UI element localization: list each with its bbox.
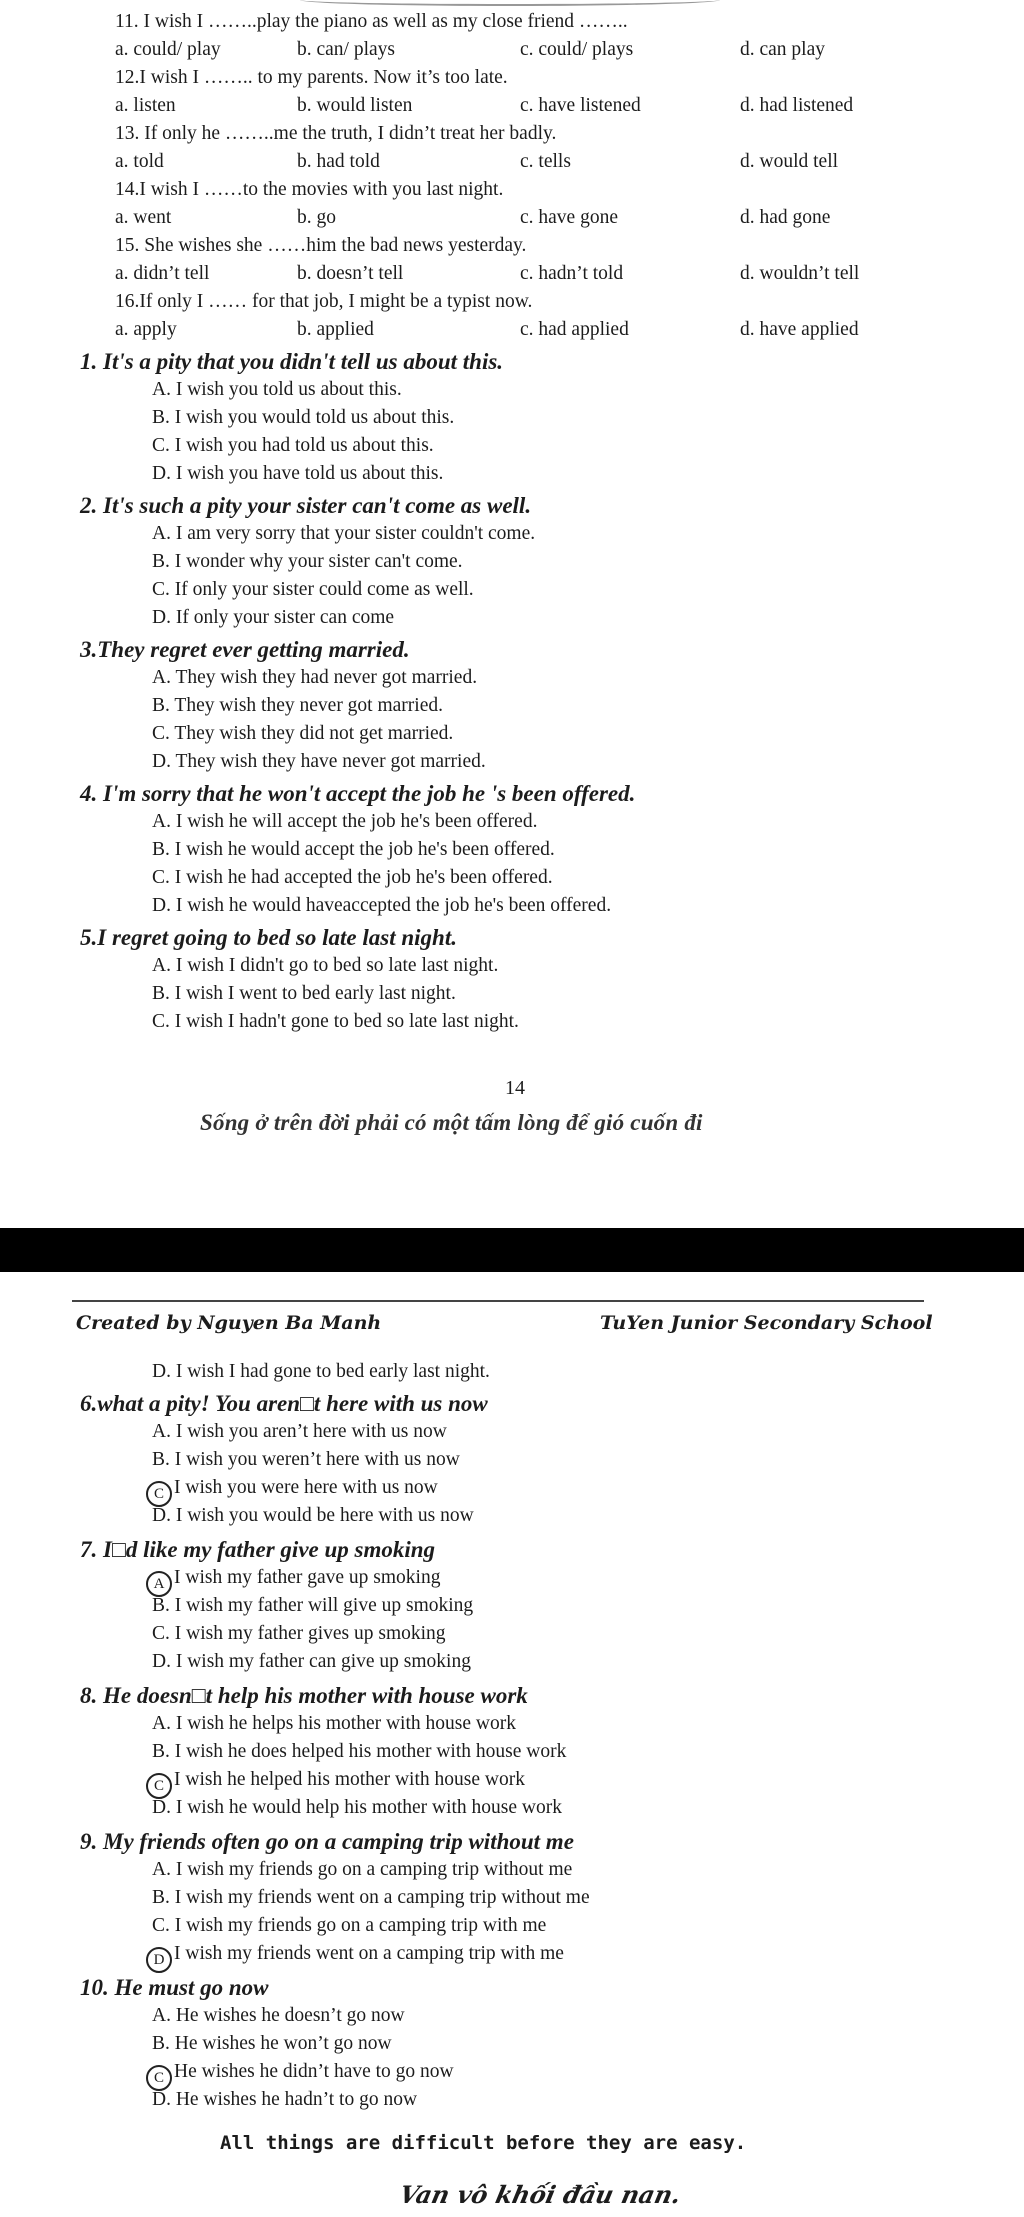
rewrite-option: C. I wish he had accepted the job he's been offered. (152, 867, 553, 888)
mcq-option-d: d. had gone (740, 207, 831, 228)
rewrite-question: 10. He must go now (80, 1975, 269, 2000)
mcq-option-d: d. have applied (740, 319, 859, 340)
rewrite-option: A. They wish they had never got married. (152, 667, 478, 688)
rewrite-option: B. I wish he does helped his mother with house work (152, 1741, 567, 1762)
rewrite-option-circled (152, 1942, 564, 1973)
rewrite-question: 8. He doesn□t help his mother with house work (80, 1683, 528, 1708)
rewrite-option: D. I wish you have told us about this. (152, 463, 444, 484)
rewrite-option: D. I wish you would be here with us now (152, 1505, 474, 1526)
mcq-question: 12.I wish I …….. to my parents. Now it’s too late. (115, 67, 508, 88)
page-motto: Sống ở trên đời phải có một tấm lòng để gió cuốn đi (200, 1110, 703, 1135)
option-text: I wish my father gave up smoking (174, 1567, 441, 1588)
rewrite-question: 6.what a pity! You aren□t here with us now (80, 1391, 488, 1416)
rewrite-option-circled (152, 2060, 454, 2091)
mcq-option-a: a. went (115, 207, 172, 228)
answer-circle-mark: D (146, 1947, 172, 1973)
mcq-option-c: c. could/ plays (520, 39, 634, 60)
rewrite-option: D. I wish my father can give up smoking (152, 1651, 471, 1672)
rewrite-option: C. I wish I hadn't gone to bed so late last night. (152, 1011, 519, 1032)
rewrite-question: 7. I□d like my father give up smoking (80, 1537, 436, 1562)
closing-quote: All things are difficult before they are easy. (220, 2132, 747, 2154)
rewrite-question: 4. I'm sorry that he won't accept the job he 's been offered. (80, 781, 636, 806)
rewrite-option: D. If only your sister can come (152, 607, 395, 628)
rewrite-option: C. I wish my friends go on a camping trip with me (152, 1915, 547, 1936)
mcq-option-a: a. could/ play (115, 39, 221, 60)
rewrite-question: 2. It's such a pity your sister can't come as well. (80, 493, 532, 518)
rewrite-option: A. He wishes he doesn’t go now (152, 2005, 405, 2026)
mcq-option-b: b. can/ plays (297, 39, 396, 60)
mcq-option-b: b. would listen (297, 95, 413, 116)
mcq-question: 15. She wishes she ……him the bad news yesterday. (115, 235, 527, 256)
mcq-option-c: c. have gone (520, 207, 618, 228)
mcq-option-a: a. told (115, 151, 164, 172)
rewrite-option: A. I am very sorry that your sister couldn't come. (152, 523, 536, 544)
rewrite-option: B. They wish they never got married. (152, 695, 443, 716)
mcq-question: 13. If only he ……..me the truth, I didn’t treat her badly. (115, 123, 557, 144)
page-number: 14 (505, 1077, 525, 1099)
answer-circle-mark: C (146, 1481, 172, 1507)
rewrite-option: D. I wish he would haveaccepted the job he's been offered. (152, 895, 612, 916)
mcq-question: 16.If only I …… for that job, I might be a typist now. (115, 291, 533, 312)
option-text: I wish my friends went on a camping trip with me (174, 1943, 564, 1964)
rewrite-option: C. I wish my father gives up smoking (152, 1623, 446, 1644)
mcq-option-b: b. doesn’t tell (297, 263, 404, 284)
rewrite-option: A. I wish he helps his mother with house work (152, 1713, 516, 1734)
rewrite-option: B. I wish you weren’t here with us now (152, 1449, 460, 1470)
rewrite-option: A. I wish you aren’t here with us now (152, 1421, 447, 1442)
mcq-option-c: c. have listened (520, 95, 641, 116)
rewrite-option: A. I wish he will accept the job he's been offered. (152, 811, 538, 832)
rewrite-option: B. I wonder why your sister can't come. (152, 551, 463, 572)
rewrite-option: C. They wish they did not get married. (152, 723, 454, 744)
mcq-option-d: d. wouldn’t tell (740, 263, 860, 284)
mcq-option-b: b. go (297, 207, 336, 228)
page-bottom (0, 1272, 1024, 2217)
rewrite-option: B. I wish my father will give up smoking (152, 1595, 474, 1616)
option-text: I wish you were here with us now (174, 1477, 438, 1498)
mcq-option-a: a. apply (115, 319, 177, 340)
rewrite-option: C. If only your sister could come as well. (152, 579, 474, 600)
answer-circle-mark: A (146, 1571, 172, 1597)
rewrite-option: B. He wishes he won’t go now (152, 2033, 392, 2054)
rewrite-option: B. I wish you would told us about this. (152, 407, 455, 428)
rewrite-option: B. I wish I went to bed early last night. (152, 983, 456, 1004)
rewrite-option: B. I wish my friends went on a camping trip without me (152, 1887, 590, 1908)
rewrite-option: B. I wish he would accept the job he's been offered. (152, 839, 555, 860)
rewrite-option-circled (152, 1768, 525, 1799)
carry-over-option: D. I wish I had gone to bed early last night. (152, 1361, 490, 1382)
rewrite-option: A. I wish you told us about this. (152, 379, 402, 400)
option-text: He wishes he didn’t have to go now (174, 2061, 454, 2082)
rewrite-option: A. I wish I didn't go to bed so late last night. (152, 955, 499, 976)
answer-circle-mark: C (146, 2065, 172, 2091)
option-text: I wish he helped his mother with house work (174, 1769, 525, 1790)
mcq-question: 14.I wish I ……to the movies with you last night. (115, 179, 504, 200)
header-school: TuYen Junior Secondary School (600, 1312, 933, 1334)
rewrite-question: 3.They regret ever getting married. (80, 637, 410, 662)
answer-circle-mark: C (146, 1773, 172, 1799)
mcq-question: 11. I wish I ……..play the piano as well as my close friend …….. (115, 11, 628, 32)
cut-off-line (300, 0, 720, 6)
mcq-option-c: c. tells (520, 151, 571, 172)
mcq-option-c: c. hadn’t told (520, 263, 624, 284)
rewrite-option-circled (152, 1476, 438, 1507)
rewrite-question: 5.I regret going to bed so late last night. (80, 925, 457, 950)
mcq-option-d: d. can play (740, 39, 826, 60)
mcq-option-c: c. had applied (520, 319, 629, 340)
rewrite-option: D. He wishes he hadn’t to go now (152, 2089, 418, 2110)
mcq-option-d: d. had listened (740, 95, 854, 116)
mcq-option-d: d. would tell (740, 151, 839, 172)
mcq-option-a: a. listen (115, 95, 176, 116)
rewrite-option: C. I wish you had told us about this. (152, 435, 434, 456)
handwritten-signature: Van vô khối đầu nan. (396, 2180, 684, 2209)
page-separator-band (0, 1228, 1024, 1272)
rewrite-option: D. They wish they have never got married. (152, 751, 486, 772)
header-rule (72, 1300, 924, 1302)
rewrite-option: D. I wish he would help his mother with house work (152, 1797, 562, 1818)
mcq-option-a: a. didn’t tell (115, 263, 210, 284)
rewrite-option: A. I wish my friends go on a camping trip without me (152, 1859, 573, 1880)
rewrite-question: 1. It's a pity that you didn't tell us about this. (80, 349, 504, 374)
rewrite-question: 9. My friends often go on a camping trip without me (80, 1829, 574, 1854)
header-author: Created by Nguyen Ba Manh (76, 1312, 382, 1334)
mcq-option-b: b. applied (297, 319, 374, 340)
mcq-option-b: b. had told (297, 151, 380, 172)
rewrite-option-circled (152, 1566, 440, 1597)
